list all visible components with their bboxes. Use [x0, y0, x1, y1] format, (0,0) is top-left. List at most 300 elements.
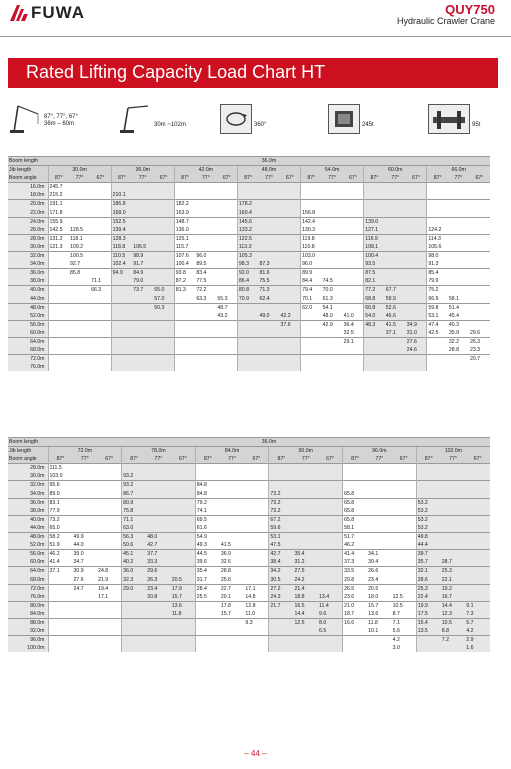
- capacity-cell: 47.4: [427, 320, 448, 329]
- capacity-cell: 29.0: [122, 584, 147, 593]
- capacity-cell: [153, 209, 174, 218]
- capacity-cell: 28.4: [195, 584, 220, 593]
- capacity-cell: [216, 252, 237, 261]
- table-row: [8, 217, 490, 226]
- radius-cell: 40.0m: [8, 515, 48, 524]
- capacity-cell: [448, 260, 469, 269]
- capacity-cell: 160.4: [237, 209, 258, 218]
- capacity-cell: [441, 541, 466, 550]
- boom-angle-header: 67°: [343, 174, 364, 183]
- capacity-cell: 42.7: [146, 541, 171, 550]
- capacity-cell: 121.3: [48, 243, 69, 252]
- capacity-cell: 44.0: [73, 542, 84, 549]
- boom-angle-header: 67°: [244, 455, 269, 464]
- capacity-cell: 124.2: [427, 226, 448, 235]
- capacity-cell: 13.6: [368, 610, 379, 617]
- table-row: [8, 533, 490, 542]
- table-row: [8, 363, 490, 371]
- capacity-cell: 215.2: [48, 191, 69, 200]
- capacity-cell: 42.9: [322, 320, 343, 329]
- capacity-cell: [322, 217, 343, 226]
- capacity-cell: [171, 498, 196, 507]
- capacity-cell: 8.7: [392, 610, 400, 617]
- capacity-cell: 65.8: [343, 507, 368, 516]
- capacity-cell: 55.3: [217, 295, 228, 302]
- capacity-cell: [318, 515, 343, 524]
- capacity-cell: 142.5: [48, 226, 69, 235]
- jib-length-label: Jib length: [8, 166, 48, 175]
- capacity-cell: [258, 209, 279, 218]
- boom-angle-header: 77°: [441, 455, 466, 464]
- capacity-cell: [69, 183, 90, 192]
- radius-cell: 36.0m: [8, 498, 48, 507]
- capacity-cell: 110.8: [301, 243, 322, 252]
- boom-angle-header: 87°: [237, 174, 258, 183]
- capacity-cell: [171, 550, 196, 559]
- capacity-cell: 46.2: [48, 550, 73, 559]
- capacity-cell: [269, 481, 294, 490]
- capacity-cell: [364, 200, 385, 209]
- capacity-cell: [111, 355, 132, 364]
- capacity-cell: [441, 550, 466, 559]
- capacity-cell: 8.0: [318, 618, 343, 627]
- swing-360-icon: [220, 104, 252, 134]
- capacity-cell: 96.0: [195, 252, 216, 261]
- capacity-cell: [132, 320, 153, 329]
- capacity-cell: [448, 183, 469, 192]
- capacity-cell: 119.8: [301, 234, 322, 243]
- capacity-cell: [406, 295, 427, 304]
- capacity-cell: [322, 260, 343, 269]
- capacity-cell: [469, 295, 490, 304]
- counterweight-value: 245t: [362, 122, 374, 128]
- capacity-cell: 116.9: [364, 234, 385, 243]
- capacity-cell: [153, 363, 174, 371]
- capacity-cell: [269, 644, 294, 652]
- capacity-cell: 5.6: [392, 628, 400, 635]
- capacity-cell: [146, 601, 171, 610]
- capacity-cell: 60.8: [364, 303, 385, 312]
- capacity-cell: [97, 644, 122, 652]
- capacity-cell: [90, 355, 111, 364]
- boom-angle-header: 87°: [427, 174, 448, 183]
- radius-cell: 64.0m: [8, 567, 48, 576]
- table-row: [8, 329, 490, 338]
- table-row: [8, 234, 490, 243]
- capacity-cell: [469, 363, 490, 371]
- capacity-cell: [122, 593, 147, 602]
- radius-cell: 76.0m: [8, 593, 48, 602]
- capacity-cell: [280, 329, 301, 338]
- capacity-cell: [469, 252, 490, 261]
- capacity-cell: 128.5: [70, 226, 84, 233]
- capacity-cell: [448, 363, 469, 371]
- capacity-cell: [343, 286, 364, 295]
- capacity-cell: [427, 346, 448, 355]
- luffing-boom-range: 36m – 60m: [44, 121, 75, 127]
- capacity-cell: [280, 209, 301, 218]
- capacity-cell: [293, 533, 318, 542]
- capacity-cell: [318, 550, 343, 559]
- capacity-cell: [293, 498, 318, 507]
- capacity-cell: [406, 303, 427, 312]
- capacity-cell: 98.3: [237, 260, 258, 269]
- radius-cell: 38.0m: [8, 277, 48, 286]
- capacity-cell: [392, 472, 417, 481]
- capacity-cell: [132, 209, 153, 218]
- capacity-cell: 12.5: [392, 593, 403, 600]
- radius-cell: 100.0m: [8, 644, 48, 652]
- capacity-cell: [220, 472, 245, 481]
- capacity-cell: 36.9: [220, 550, 245, 559]
- capacity-cell: 163.9: [174, 209, 195, 218]
- capacity-cell: 31.2: [293, 558, 318, 567]
- capacity-cell: [195, 234, 216, 243]
- boom-angle-header: 67°: [469, 174, 490, 183]
- capacity-cell: [392, 541, 417, 550]
- capacity-cell: [343, 277, 364, 286]
- radius-cell: 26.0m: [8, 226, 48, 235]
- capacity-cell: [322, 234, 343, 243]
- capacity-cell: [448, 286, 469, 295]
- capacity-cell: 29.6: [146, 567, 171, 576]
- capacity-cell: 93.8: [174, 269, 195, 278]
- capacity-cell: 41.5: [220, 542, 231, 549]
- capacity-cell: [406, 191, 427, 200]
- capacity-cell: [448, 243, 469, 252]
- capacity-cell: 148.7: [174, 217, 195, 226]
- capacity-cell: [469, 234, 490, 243]
- boom-length-label: Boom length: [8, 438, 48, 447]
- capacity-cell: [48, 576, 73, 585]
- table-row: [8, 567, 490, 576]
- model-subtitle: Hydraulic Crawler Crane: [396, 16, 495, 26]
- capacity-cell: [195, 209, 216, 218]
- boom-angle-header: 87°: [48, 455, 73, 464]
- capacity-cell: [385, 183, 406, 192]
- capacity-cell: [174, 183, 195, 192]
- capacity-cell: [146, 610, 171, 619]
- capacity-cell: 22.4: [416, 593, 441, 602]
- capacity-cell: [132, 191, 153, 200]
- capacity-cell: [343, 355, 364, 364]
- capacity-cell: 30.4: [368, 559, 379, 566]
- capacity-cell: 84.9: [132, 269, 153, 278]
- capacity-cell: 32.2: [448, 337, 469, 346]
- capacity-cell: 49.8: [416, 533, 441, 542]
- capacity-cell: [343, 243, 364, 252]
- capacity-cell: [195, 217, 216, 226]
- table-row: [8, 260, 490, 269]
- capacity-cell: [385, 355, 406, 364]
- capacity-cell: [153, 277, 174, 286]
- capacity-cell: [122, 618, 147, 627]
- radius-cell: 36.0m: [8, 269, 48, 278]
- capacity-cell: [392, 515, 417, 524]
- capacity-cell: [367, 464, 392, 473]
- capacity-cell: [216, 286, 237, 295]
- capacity-cell: 14.4: [441, 601, 466, 610]
- boom-angle-header: 77°: [448, 174, 469, 183]
- capacity-cell: [195, 355, 216, 364]
- capacity-cell: [293, 507, 318, 516]
- capacity-cell: [427, 363, 448, 371]
- capacity-cell: 49.9: [73, 533, 98, 542]
- capacity-cell: [69, 295, 90, 304]
- capacity-cell: [258, 183, 279, 192]
- radius-cell: 56.0m: [8, 320, 48, 329]
- capacity-cell: [343, 209, 364, 218]
- capacity-cell: [111, 329, 132, 338]
- capacity-cell: [318, 541, 343, 550]
- capacity-cell: 122.5: [237, 234, 258, 243]
- capacity-cell: 69.5: [195, 515, 220, 524]
- capacity-cell: [237, 312, 258, 321]
- capacity-cell: [171, 515, 196, 524]
- capacity-cell: [280, 355, 301, 364]
- capacity-cell: [111, 320, 132, 329]
- capacity-cell: 18.8: [293, 593, 318, 602]
- capacity-cell: [406, 286, 427, 295]
- boom-angle-label: Boom angle: [8, 174, 48, 183]
- capacity-cell: [237, 355, 258, 364]
- capacity-cell: [69, 286, 90, 295]
- capacity-cell: [343, 644, 368, 652]
- capacity-cell: 66.9: [427, 295, 448, 304]
- radius-cell: 92.0m: [8, 627, 48, 636]
- radius-cell: 60.0m: [8, 558, 48, 567]
- capacity-cell: 32.6: [220, 559, 231, 566]
- capacity-cell: [132, 200, 153, 209]
- boom-angle-header: 77°: [367, 455, 392, 464]
- boom-angle-header: 67°: [406, 174, 427, 183]
- capacity-cell: 93.2: [122, 481, 147, 490]
- capacity-cell: 51.9: [48, 541, 73, 550]
- capacity-cell: [69, 320, 90, 329]
- table-row: [8, 286, 490, 295]
- capacity-cell: [385, 200, 406, 209]
- capacity-cell: [153, 329, 174, 338]
- capacity-cell: [465, 498, 490, 507]
- capacity-cell: [216, 363, 237, 371]
- capacity-cell: [385, 217, 406, 226]
- capacity-cell: [174, 295, 195, 304]
- table-row: [8, 337, 490, 346]
- boom-angle-header: 77°: [69, 174, 90, 183]
- capacity-cell: [364, 209, 385, 218]
- radius-cell: 32.0m: [8, 481, 48, 490]
- capacity-cell: 7.3: [465, 610, 490, 619]
- capacity-cell: [90, 320, 111, 329]
- capacity-cell: [448, 226, 469, 235]
- capacity-cell: 22.1: [441, 576, 466, 585]
- capacity-cell: 48.3: [364, 320, 385, 329]
- capacity-cell: [90, 346, 111, 355]
- capacity-cell: 24.2: [293, 576, 318, 585]
- counterweight-icon: [328, 104, 360, 134]
- capacity-cell: 19.2: [441, 584, 466, 593]
- capacity-cell: [146, 636, 171, 645]
- capacity-cell: [441, 472, 466, 481]
- capacity-cell: [69, 217, 90, 226]
- capacity-cell: 45.1: [122, 550, 147, 559]
- title-banner: [8, 58, 498, 88]
- capacity-cell: 87.3: [258, 260, 279, 269]
- radius-cell: 34.0m: [8, 260, 48, 269]
- capacity-cell: [406, 355, 427, 364]
- capacity-cell: 41.0: [343, 312, 354, 319]
- capacity-cell: 89.5: [196, 261, 207, 268]
- capacity-cell: [465, 558, 490, 567]
- capacity-cell: [465, 584, 490, 593]
- table-row: [8, 464, 490, 473]
- capacity-cell: [469, 209, 490, 218]
- capacity-cell: [73, 507, 98, 516]
- table-row: [8, 191, 490, 200]
- capacity-cell: [406, 217, 427, 226]
- capacity-cell: [322, 243, 343, 252]
- capacity-cell: 63.0: [122, 524, 147, 533]
- capacity-cell: 82.1: [364, 277, 385, 286]
- capacity-cell: 30.5: [269, 576, 294, 585]
- capacity-cell: [469, 226, 490, 235]
- capacity-cell: [293, 636, 318, 645]
- capacity-cell: [216, 277, 237, 286]
- capacity-cell: [343, 464, 368, 473]
- capacity-cell: [111, 312, 132, 321]
- capacity-cell: [244, 627, 269, 636]
- capacity-cell: 245.7: [48, 183, 69, 192]
- boom-angle-header: 77°: [385, 174, 406, 183]
- capacity-cell: 29.8: [343, 576, 368, 585]
- capacity-cell: [97, 541, 122, 550]
- capacity-cell: 50.6: [122, 541, 147, 550]
- capacity-cell: 50.3: [153, 303, 174, 312]
- capacity-cell: [301, 191, 322, 200]
- capacity-cell: [448, 217, 469, 226]
- capacity-cell: [73, 601, 98, 610]
- capacity-cell: [220, 490, 245, 499]
- capacity-cell: [132, 363, 153, 371]
- jib-range: 30m ~102m: [154, 122, 186, 128]
- capacity-cell: 59.9: [385, 295, 406, 304]
- capacity-cell: 111.5: [48, 464, 73, 473]
- capacity-cell: [90, 337, 111, 346]
- capacity-cell: 35.4: [195, 567, 220, 576]
- capacity-cell: [90, 183, 111, 192]
- capacity-cell: 41.5: [385, 320, 406, 329]
- capacity-cell: [171, 644, 196, 652]
- capacity-cell: 12.8: [244, 601, 269, 610]
- capacity-cell: [146, 507, 171, 516]
- capacity-cell: [220, 524, 245, 533]
- capacity-cell: [195, 627, 220, 636]
- capacity-cell: [343, 234, 364, 243]
- table-row: [8, 593, 490, 602]
- capacity-cell: [343, 191, 364, 200]
- capacity-cell: 44.5: [195, 550, 220, 559]
- capacity-cell: 103.0: [48, 472, 73, 481]
- capacity-cell: [73, 524, 98, 533]
- capacity-cell: [216, 243, 237, 252]
- capacity-cell: [220, 464, 245, 473]
- capacity-cell: 118.1: [69, 234, 90, 243]
- capacity-cell: [258, 234, 279, 243]
- capacity-cell: [216, 217, 237, 226]
- radius-cell: 64.0m: [8, 337, 48, 346]
- capacity-cell: 31.0: [406, 329, 427, 338]
- capacity-cell: [171, 507, 196, 516]
- capacity-cell: [146, 618, 171, 627]
- capacity-cell: [448, 355, 469, 364]
- model-number: QUY750: [445, 2, 495, 17]
- capacity-cell: [367, 636, 392, 645]
- capacity-cell: [220, 533, 245, 542]
- capacity-cell: [322, 363, 343, 371]
- capacity-cell: [73, 464, 98, 473]
- capacity-cell: 26.3: [146, 576, 171, 585]
- capacity-cell: [301, 363, 322, 371]
- table-row: [8, 355, 490, 364]
- capacity-cell: 53.2: [416, 507, 441, 516]
- capacity-cell: [153, 337, 174, 346]
- capacity-cell: 15.4: [416, 618, 441, 627]
- capacity-cell: [392, 498, 417, 507]
- capacity-cell: [244, 567, 269, 576]
- capacity-cell: [146, 472, 171, 481]
- capacity-cell: [448, 252, 469, 261]
- capacity-cell: 34.7: [73, 559, 84, 566]
- capacity-cell: [406, 209, 427, 218]
- capacity-cell: [258, 329, 279, 338]
- capacity-cell: [220, 498, 245, 507]
- capacity-cell: [427, 209, 448, 218]
- capacity-cell: [174, 346, 195, 355]
- capacity-cell: 45.4: [448, 312, 459, 319]
- capacity-cell: [392, 584, 417, 593]
- capacity-cell: 13.4: [318, 593, 343, 602]
- capacity-cell: 70.0: [322, 286, 343, 295]
- capacity-cell: [258, 252, 279, 261]
- configuration-icons: [8, 98, 498, 140]
- capacity-cell: 51.7: [343, 533, 368, 542]
- table-row: [8, 269, 490, 278]
- capacity-cell: [69, 277, 90, 286]
- capacity-cell: [343, 252, 364, 261]
- capacity-cell: 86.4: [237, 277, 258, 286]
- capacity-cell: 93.2: [122, 472, 147, 481]
- capacity-cell: [174, 303, 195, 312]
- capacity-cell: 89.0: [48, 490, 73, 499]
- capacity-cell: 115.7: [174, 243, 195, 252]
- capacity-cell: 17.1: [244, 584, 269, 593]
- capacity-cell: [153, 269, 174, 278]
- capacity-cell: [97, 515, 122, 524]
- jib-length-header: 96.0m: [343, 447, 417, 456]
- capacity-cell: 65.0: [48, 524, 73, 533]
- capacity-cell: [195, 243, 216, 252]
- table-row: [8, 618, 490, 627]
- capacity-cell: 10.1: [368, 628, 379, 635]
- capacity-cell: [111, 183, 132, 192]
- radius-cell: 56.0m: [8, 550, 48, 559]
- capacity-cell: 32.3: [122, 576, 147, 585]
- capacity-cell: [73, 593, 98, 602]
- jib-length-header: 84.0m: [195, 447, 269, 456]
- capacity-cell: 17.1: [98, 593, 109, 600]
- table-row: [8, 472, 490, 481]
- capacity-cell: 39.6: [195, 558, 220, 567]
